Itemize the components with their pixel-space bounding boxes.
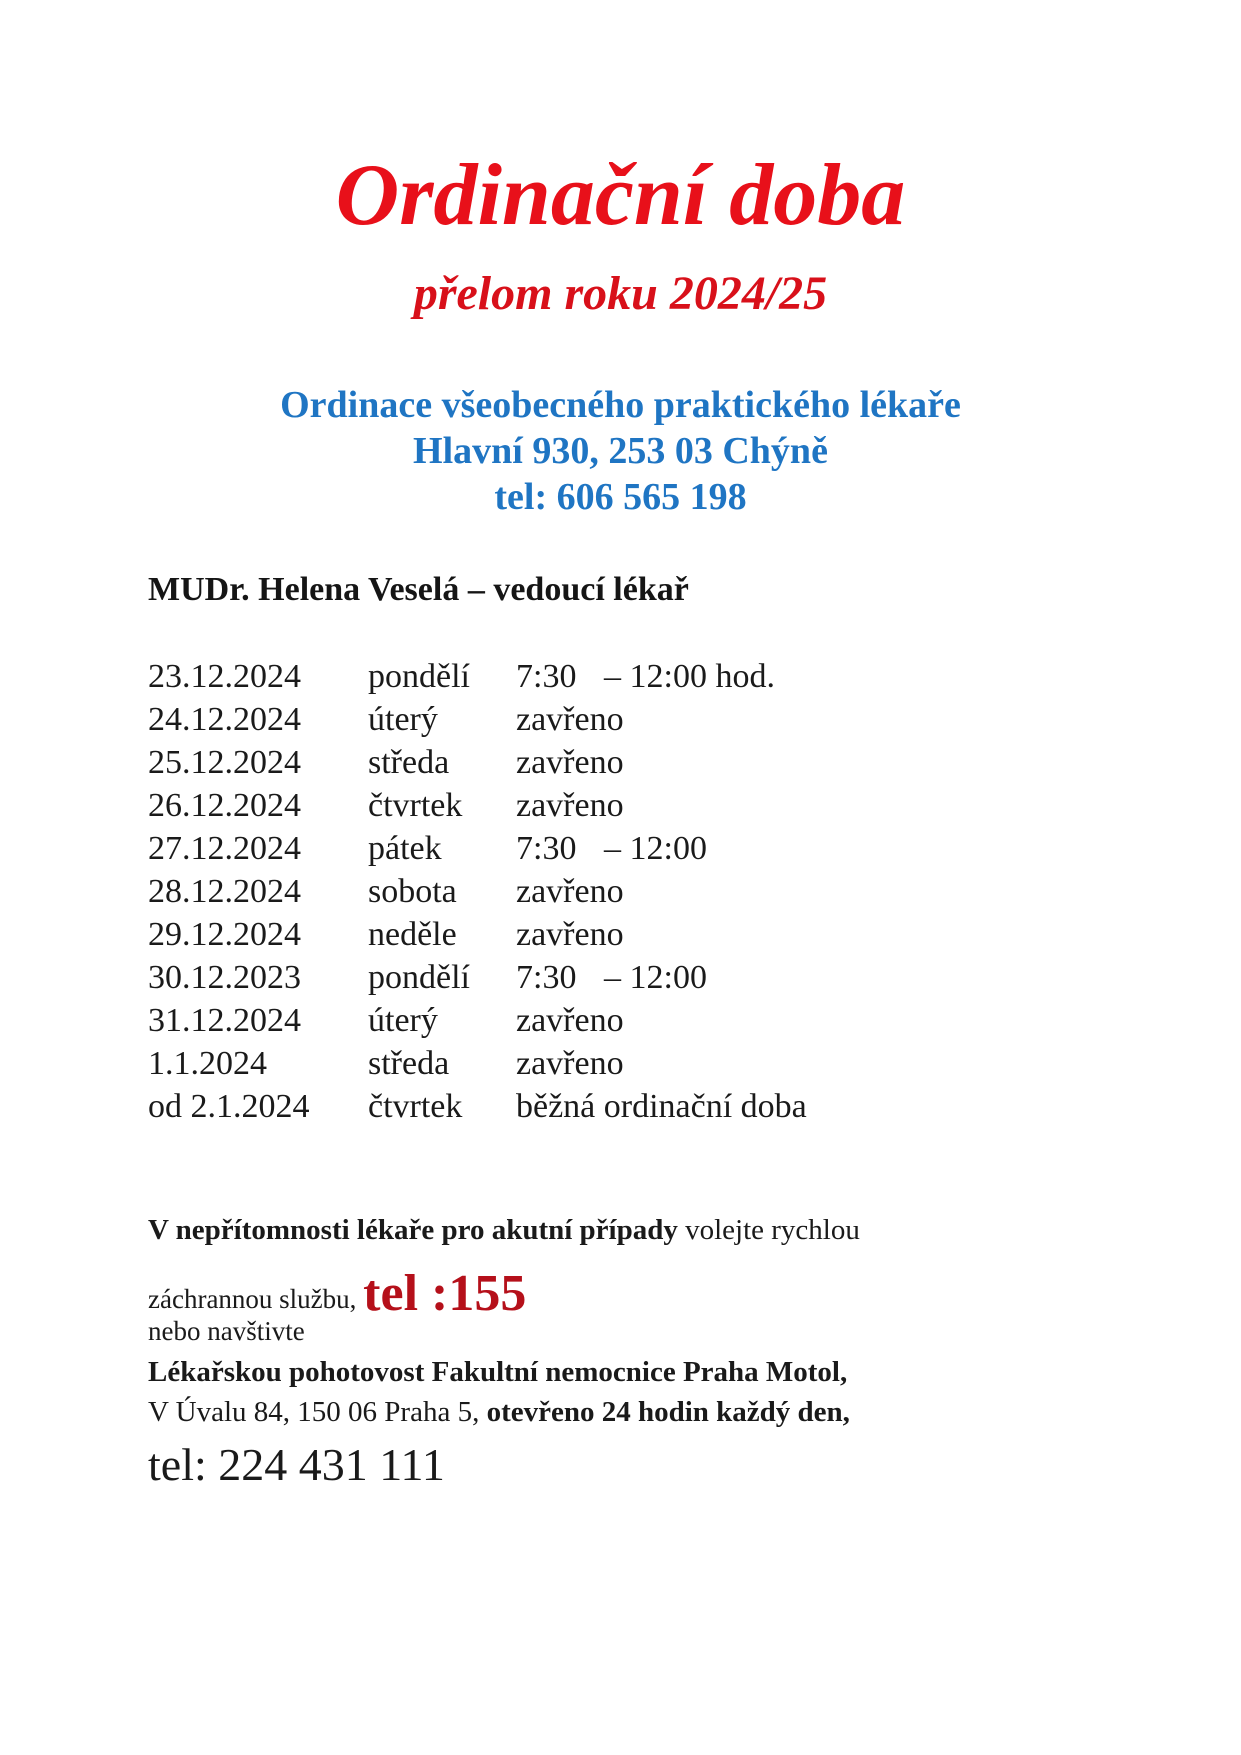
schedule-day: čtvrtek: [368, 787, 463, 824]
schedule-status: běžná ordinační doba: [516, 1088, 807, 1125]
schedule-day: sobota: [368, 873, 457, 910]
schedule-row: [148, 870, 807, 913]
hours-to: – 12:00: [604, 830, 707, 867]
emergency-intro: V nepřítomnosti lékaře pro akutní případy: [148, 1214, 678, 1246]
schedule-date: 30.12.2023: [148, 959, 301, 996]
emergency-call-text: volejte rychlou: [677, 1214, 860, 1246]
schedule-day: neděle: [368, 916, 457, 953]
hours-from: 7:30: [516, 959, 577, 996]
schedule-date: 25.12.2024: [148, 744, 301, 781]
schedule-row: [148, 784, 807, 827]
schedule-date: 24.12.2024: [148, 701, 301, 738]
schedule-date: 28.12.2024: [148, 873, 301, 910]
schedule-row: [148, 1042, 807, 1085]
practice-name: Ordinace všeobecného praktického lékaře: [280, 384, 961, 426]
hours-to: – 12:00 hod.: [604, 658, 775, 695]
schedule-day: úterý: [368, 701, 438, 738]
hospital-name: Lékařskou pohotovost Fakultní nemocnice Praha Motol,: [148, 1356, 848, 1388]
practice-info: [0, 382, 1241, 520]
schedule-date: 23.12.2024: [148, 658, 301, 695]
schedule-row: [148, 698, 807, 741]
schedule-day: středa: [368, 744, 450, 781]
hours-to: – 12:00: [604, 959, 707, 996]
emergency-line-3: nebo navštivte: [148, 1316, 305, 1346]
schedule-hours: [516, 655, 775, 698]
schedule-status: zavřeno: [516, 701, 624, 738]
schedule-day: čtvrtek: [368, 1088, 463, 1125]
schedule-row: [148, 655, 807, 698]
schedule-hours: [516, 827, 707, 870]
schedule-day: úterý: [368, 1002, 438, 1039]
schedule-date: od 2.1.2024: [148, 1088, 310, 1125]
emergency-line-2: [148, 1265, 527, 1322]
schedule-date: 26.12.2024: [148, 787, 301, 824]
schedule-day: pondělí: [368, 658, 470, 695]
schedule-status: zavřeno: [516, 873, 624, 910]
schedule-date: 29.12.2024: [148, 916, 301, 953]
schedule-row: [148, 741, 807, 784]
schedule-date: 1.1.2024: [148, 1045, 267, 1082]
schedule-row: [148, 999, 807, 1042]
schedule-hours: [516, 956, 707, 999]
hospital-hours: otevřeno 24 hodin každý den,: [486, 1396, 850, 1428]
emergency-line-1: [148, 1216, 860, 1245]
schedule-date: 31.12.2024: [148, 1002, 301, 1039]
hospital-address-line: [148, 1398, 850, 1427]
hospital-phone: tel: 224 431 111: [148, 1439, 445, 1490]
schedule-status: zavřeno: [516, 744, 624, 781]
schedule-status: zavřeno: [516, 787, 624, 824]
ambulance-phone: tel :155: [363, 1265, 527, 1322]
schedule-day: středa: [368, 1045, 450, 1082]
page-subtitle: přelom roku 2024/25: [413, 267, 828, 320]
schedule-row: [148, 956, 807, 999]
schedule-status: zavřeno: [516, 1045, 624, 1082]
hospital-address: V Úvalu 84, 150 06 Praha 5,: [148, 1396, 487, 1428]
schedule-day: pondělí: [368, 959, 470, 996]
schedule-status: zavřeno: [516, 1002, 624, 1039]
hours-from: 7:30: [516, 830, 577, 867]
hours-from: 7:30: [516, 658, 577, 695]
doctor-name: MUDr. Helena Veselá – vedoucí lékař: [148, 571, 689, 608]
schedule-day: pátek: [368, 830, 442, 867]
schedule-list: [148, 655, 807, 1128]
practice-address: Hlavní 930, 253 03 Chýně: [413, 430, 828, 472]
practice-phone: tel: 606 565 198: [494, 476, 747, 518]
schedule-row: [148, 827, 807, 870]
schedule-row: [148, 913, 807, 956]
ambulance-text: záchrannou službu,: [148, 1284, 364, 1314]
page-title: Ordinační doba: [335, 147, 906, 244]
schedule-date: 27.12.2024: [148, 830, 301, 867]
schedule-row: [148, 1085, 807, 1128]
schedule-status: zavřeno: [516, 916, 624, 953]
